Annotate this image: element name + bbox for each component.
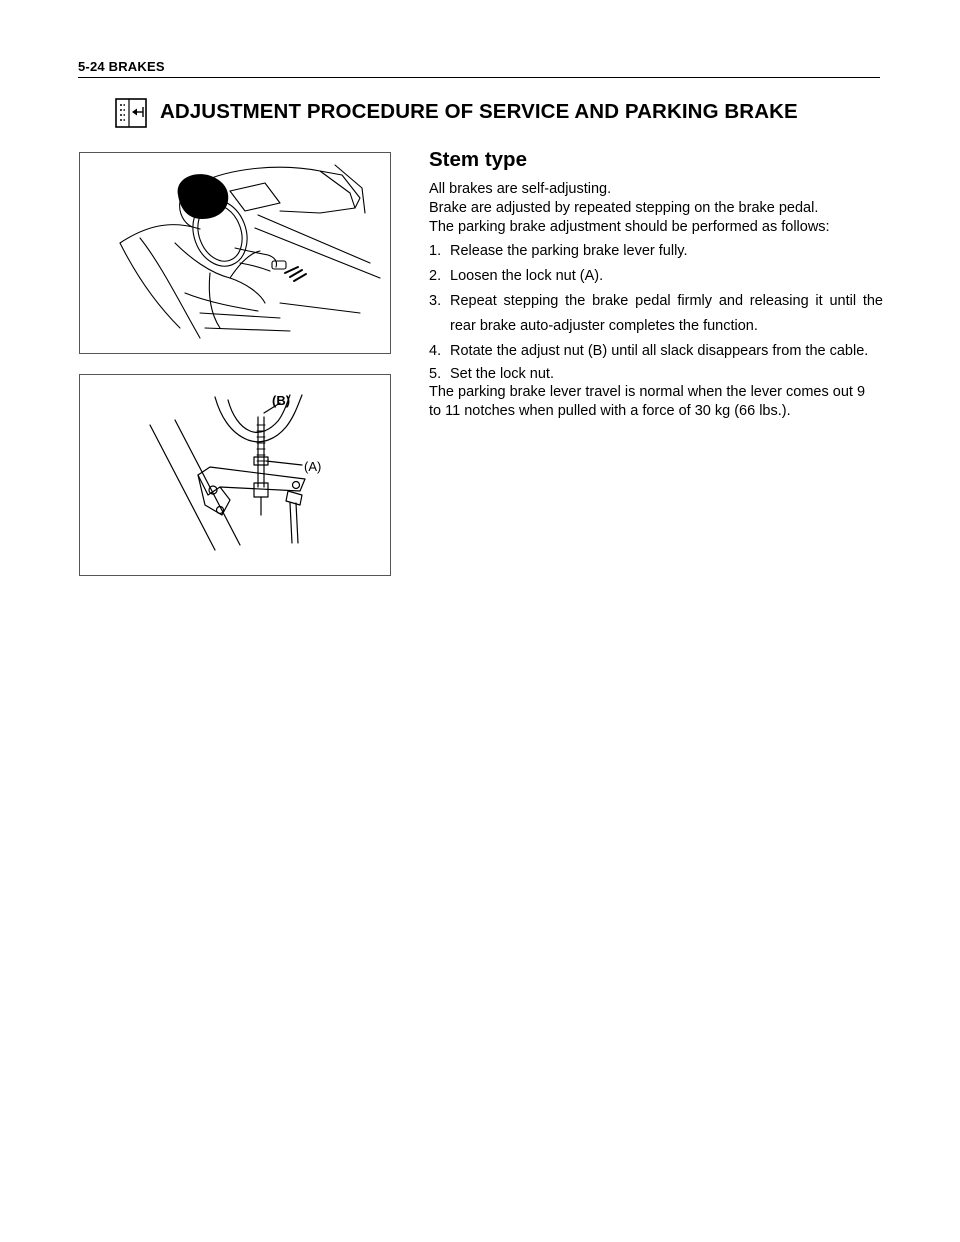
subtitle: Stem type xyxy=(429,148,527,171)
label-adjust-nut-b: (B) xyxy=(272,393,291,408)
adjustment-procedure-icon xyxy=(115,98,147,128)
person-at-steering-wheel-illustration xyxy=(80,153,390,353)
figure-parking-brake-operation xyxy=(79,152,391,354)
list-item: 3. Repeat stepping the brake pedal firmly and releasing it until the rear brake auto-adjuster completes the function. xyxy=(429,293,883,334)
section-title: ADJUSTMENT PROCEDURE OF SERVICE AND PARKING BRAKE xyxy=(160,100,798,123)
procedure-steps xyxy=(429,239,883,385)
list-item: 1. Release the parking brake lever fully. xyxy=(429,243,688,259)
figure-adjust-nut-detail xyxy=(79,374,391,576)
closing-note: The parking brake lever travel is normal when the lever comes out 9 to 11 notches when pulled with a force of 30 kg (66 lbs.). xyxy=(429,384,866,419)
list-item: 5. Set the lock nut. xyxy=(429,366,554,382)
page-reference: 5-24 BRAKES xyxy=(78,59,165,74)
list-item: 4. Rotate the adjust nut (B) until all slack disappears from the cable. xyxy=(429,343,869,359)
brake-cable-adjuster-illustration xyxy=(80,375,390,575)
intro-line-3: The parking brake adjustment should be performed as follows: xyxy=(429,219,830,235)
page-header xyxy=(78,58,880,78)
list-item: 2. Loosen the lock nut (A). xyxy=(429,268,604,284)
label-lock-nut-a: (A) xyxy=(304,459,322,474)
intro-line-2: Brake are adjusted by repeated stepping on the brake pedal. xyxy=(429,200,819,216)
procedure-text xyxy=(429,148,883,421)
intro-line-1: All brakes are self-adjusting. xyxy=(429,181,612,197)
